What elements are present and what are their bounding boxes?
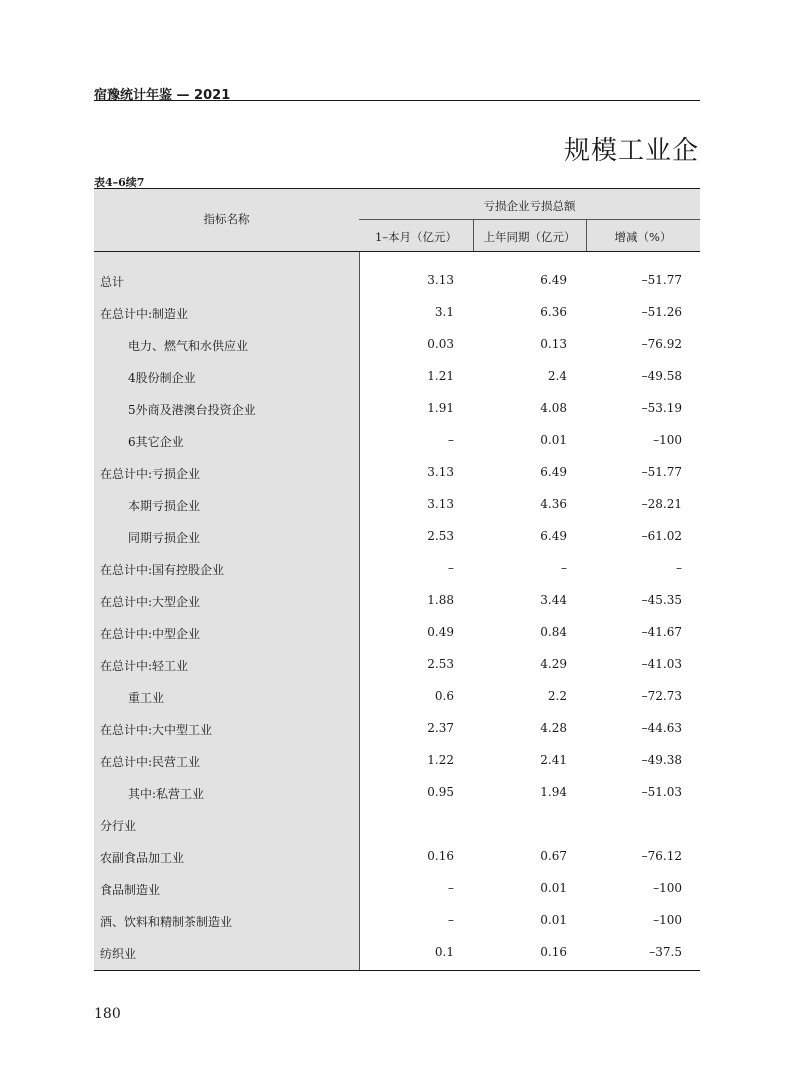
row-value-v3: –45.35 <box>641 593 682 607</box>
column-header-name: 指标名称 <box>203 212 250 226</box>
row-value-v1: 0.16 <box>427 849 454 863</box>
row-label: 本期亏损企业 <box>128 499 201 513</box>
row-value-v3: –76.12 <box>641 849 682 863</box>
row-value-v2: 4.36 <box>540 497 567 511</box>
row-value-v3: –100 <box>653 433 682 447</box>
row-value-v1: 0.95 <box>427 785 454 799</box>
page-number: 180 <box>94 1006 121 1022</box>
row-label: 在总计中:大中型工业 <box>100 723 213 737</box>
row-label: 酒、饮料和精制茶制造业 <box>100 915 233 929</box>
row-label: 农副食品加工业 <box>100 851 185 865</box>
row-value-v1: 3.13 <box>427 465 454 479</box>
row-value-v2: 2.4 <box>547 369 567 383</box>
row-value-v1: 0.6 <box>434 689 454 703</box>
row-value-v1: – <box>448 433 454 447</box>
row-value-v2: 0.13 <box>540 337 567 351</box>
header-rule-bottom <box>94 251 700 252</box>
table-row <box>94 840 700 872</box>
row-label: 食品制造业 <box>100 883 161 897</box>
row-label: 其中:私营工业 <box>128 787 205 801</box>
row-label: 重工业 <box>128 691 165 705</box>
row-label: 总计 <box>100 275 125 289</box>
column-group-header: 亏损企业亏损总额 <box>483 199 576 213</box>
row-value-v3: –61.02 <box>641 529 682 543</box>
row-value-v2: 6.49 <box>540 465 567 479</box>
row-label: 电力、燃气和水供应业 <box>128 339 249 353</box>
row-value-v2: 2.41 <box>540 753 567 767</box>
row-value-v2: 0.67 <box>540 849 567 863</box>
row-label: 在总计中:轻工业 <box>100 659 189 673</box>
row-label: 在总计中:制造业 <box>100 307 189 321</box>
statistics-table <box>94 188 700 971</box>
table-row <box>94 456 700 488</box>
table-row <box>94 712 700 744</box>
table-row <box>94 264 700 296</box>
table-row <box>94 776 700 808</box>
row-value-v3: –100 <box>653 881 682 895</box>
row-value-v1: 3.1 <box>434 305 454 319</box>
row-value-v1: 2.37 <box>427 721 454 735</box>
row-value-v1: 3.13 <box>427 497 454 511</box>
row-value-v3: –49.38 <box>641 753 682 767</box>
row-label: 5外商及港澳台投资企业 <box>128 403 256 417</box>
row-label: 在总计中:大型企业 <box>100 595 201 609</box>
table-row <box>94 936 700 968</box>
table-row <box>94 904 700 936</box>
table-row <box>94 808 700 840</box>
table-row <box>94 488 700 520</box>
row-label: 在总计中:中型企业 <box>100 627 201 641</box>
column-header-prior: 上年同期（亿元） <box>483 230 576 244</box>
row-value-v2: 0.16 <box>540 945 567 959</box>
row-label: 纺织业 <box>100 947 137 961</box>
row-value-v2: 0.01 <box>540 433 567 447</box>
row-value-v2: 0.84 <box>540 625 567 639</box>
row-value-v3: –41.67 <box>641 625 682 639</box>
row-value-v3: –49.58 <box>641 369 682 383</box>
row-value-v1: 0.49 <box>427 625 454 639</box>
row-value-v3: –37.5 <box>649 945 682 959</box>
row-value-v1: 0.1 <box>434 945 454 959</box>
row-value-v1: 2.53 <box>427 657 454 671</box>
table-row <box>94 584 700 616</box>
table-row <box>94 360 700 392</box>
row-value-v1: – <box>448 881 454 895</box>
row-value-v3: –44.63 <box>641 721 682 735</box>
row-label: 在总计中:民营工业 <box>100 755 201 769</box>
table-row <box>94 296 700 328</box>
row-value-v2: 4.08 <box>540 401 567 415</box>
table-row <box>94 872 700 904</box>
row-value-v2: 4.28 <box>540 721 567 735</box>
row-label: 6其它企业 <box>128 435 184 449</box>
row-value-v3: –41.03 <box>641 657 682 671</box>
table-row <box>94 392 700 424</box>
row-value-v2: 6.49 <box>540 529 567 543</box>
row-label: 同期亏损企业 <box>128 531 201 545</box>
table-row <box>94 744 700 776</box>
table-id: 表4–6续7 <box>94 176 145 189</box>
row-label: 分行业 <box>100 819 137 833</box>
header-subline <box>359 219 700 220</box>
row-value-v1: 2.53 <box>427 529 454 543</box>
row-value-v2: – <box>561 561 567 575</box>
table-row <box>94 424 700 456</box>
table-row <box>94 680 700 712</box>
column-header-current: 1–本月（亿元） <box>374 230 458 244</box>
row-value-v3: –76.92 <box>641 337 682 351</box>
row-value-v3: –51.77 <box>641 273 682 287</box>
header-rule <box>94 100 700 101</box>
row-value-v3: –53.19 <box>641 401 682 415</box>
row-value-v2: 6.36 <box>540 305 567 319</box>
row-value-v3: –51.77 <box>641 465 682 479</box>
row-value-v2: 0.01 <box>540 913 567 927</box>
row-label: 在总计中:国有控股企业 <box>100 563 225 577</box>
row-value-v1: – <box>448 913 454 927</box>
table-row <box>94 328 700 360</box>
row-value-v1: 3.13 <box>427 273 454 287</box>
row-value-v3: –100 <box>653 913 682 927</box>
row-value-v1: – <box>448 561 454 575</box>
row-value-v1: 1.22 <box>427 753 454 767</box>
row-value-v1: 1.88 <box>427 593 454 607</box>
row-value-v1: 0.03 <box>427 337 454 351</box>
table-row <box>94 648 700 680</box>
row-value-v3: –28.21 <box>641 497 682 511</box>
column-header-change: 增减（%） <box>614 230 672 244</box>
row-value-v1: 1.21 <box>427 369 454 383</box>
row-label: 在总计中:亏损企业 <box>100 467 201 481</box>
row-value-v2: 3.44 <box>540 593 567 607</box>
running-title: 宿豫统计年鉴 — 2021 <box>94 88 231 103</box>
row-value-v2: 0.01 <box>540 881 567 895</box>
table-row <box>94 520 700 552</box>
row-value-v2: 2.2 <box>547 689 567 703</box>
row-value-v1: 1.91 <box>427 401 454 415</box>
row-value-v3: –72.73 <box>641 689 682 703</box>
row-value-v3: – <box>676 561 682 575</box>
row-value-v2: 4.29 <box>540 657 567 671</box>
row-value-v3: –51.26 <box>641 305 682 319</box>
table-row <box>94 552 700 584</box>
row-value-v2: 6.49 <box>540 273 567 287</box>
section-title: 规模工业企 <box>563 136 699 166</box>
row-value-v3: –51.03 <box>641 785 682 799</box>
row-value-v2: 1.94 <box>540 785 567 799</box>
row-label: 4股份制企业 <box>128 371 196 385</box>
table-row <box>94 616 700 648</box>
